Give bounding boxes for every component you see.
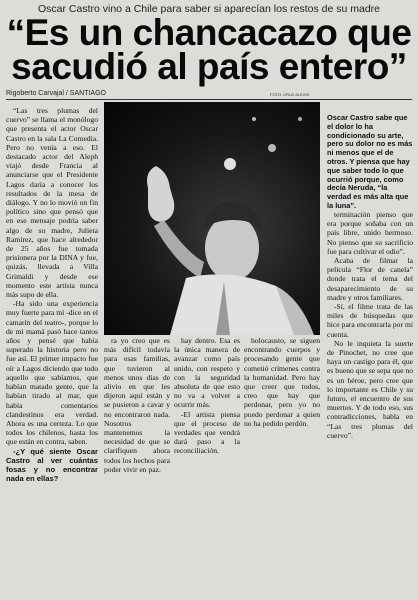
paragraph: -Sí, el filme trata de las miles de búsquedas que hice para encontrarla por mi cuenta.: [327, 302, 413, 339]
paragraph: -Ha sido una experiencia muy fuerte para mí -dice en el camarín del teatro-, porque lo de mi mamá pasó hace tantos años y pensé que había superado la historia pero no fue así. El primer impacto fue oír a Lagos diciendo que todo aquello que sabíamos, que habían matado gente, que la habían tirado al mar, que había comentarios clandestinos era verdad. Ahora es una certeza. Lo que todos los chilenos, hasta los que están en contra, saben.: [6, 299, 98, 447]
paragraph: No le inquieta la suerte de Pinochet, no cree que haya un castigo para él, que es bueno que se sepa que no es un héroe, pero cree que lo importante es Chile y su futuro, el encuentro de sus muertos. Y de todo eso, sus contradicciones, habla en “Las tres plumas del cuervo”.: [327, 338, 413, 440]
paragraph: terminación pienso que era porque soñaba con un país libre, unido hermoso. No pienso que su sacrificio fue para cultivar el odio”.: [327, 210, 413, 256]
question: [6, 447, 98, 484]
photo-oscar-castro: [104, 102, 320, 335]
column-c: [174, 336, 240, 456]
photo-credit: FOTO: CRUZ ALEXIS: [270, 92, 310, 97]
kicker: Oscar Castro vino a Chile para saber si aparecían los restos de su madre: [38, 3, 380, 15]
sidebar-quote: Oscar Castro sabe que el dolor lo ha condicionado su arte, pero su dolor no es más ni menos que el de otros. Y piensa que hay que saber todo lo que ocurrió porque, como decía Neruda, “la verdad es más alta que la luna”.: [327, 113, 413, 210]
column-d: [244, 336, 320, 428]
paragraph: holocausto, se siguen encontrando cuerpos y procesando gente que cometió crímenes contra la humanidad. Pero hay que creer que todos, creo que hay que perdonar, pero yo no puedo perdonar a quien no ha pedido perdón.: [244, 336, 320, 428]
byline: Rigoberto Carvajal / SANTIAGO: [6, 90, 106, 97]
photo-illustration: [104, 102, 320, 335]
column-b: [104, 336, 170, 474]
paragraph: Acaba de filmar la película “Flor de canela” donde trata el tema del desaparecimiento de su madre y otros familiares.: [327, 256, 413, 302]
paragraph: “Las tres plumas del cuervo” se llama el monólogo que presenta el actor Oscar Castro en la sala La Comedia. Pero no venía a eso. El destacado actor del Aleph viajó desde Francia al anunciarse que el Presidente Lagos daría a conocer los resultados de la mesa de diálogo. Y no lo movió un fin político sino que pensó que en ese mensaje podría saber algo de su madre, Julieta Ramírez, que hace alrededor de 25 años fue tomada prisionera por la DINA y fue, quizás, llevada a Villa Grimaldi y desde ese momento este artista nunca más supo de ella.: [6, 106, 98, 300]
paragraph: hay dentro. Esa es la única manera de avanzar como país unido, con respeto y con la seguridad absoluta de que esto no va a volver a ocurrir más.: [174, 336, 240, 410]
column-a: [6, 106, 98, 483]
question-text: -¿Y qué siente Oscar Castro al ver cuántas fosas y no encontrar nada en ellas?: [6, 446, 98, 484]
column-e: [327, 210, 413, 440]
divider: [6, 99, 412, 100]
paragraph: -El artista piensa que el proceso de verdades que vendrá dará paso a la reconciliación.: [174, 409, 240, 456]
headline: “Es un chancacazo que sacudió al país entero”: [6, 12, 412, 87]
paragraph: ra yo creo que es más difícil todavía para esas familias, que tuvieron al menos unos días de alivio en que les dijeron aquí están y se pusieron a cavar y no encontraron nada. Nosotros mantenemos la necesidad de que se clarifiquen ahora todos los hechos para poder vivir en paz.: [104, 336, 170, 474]
